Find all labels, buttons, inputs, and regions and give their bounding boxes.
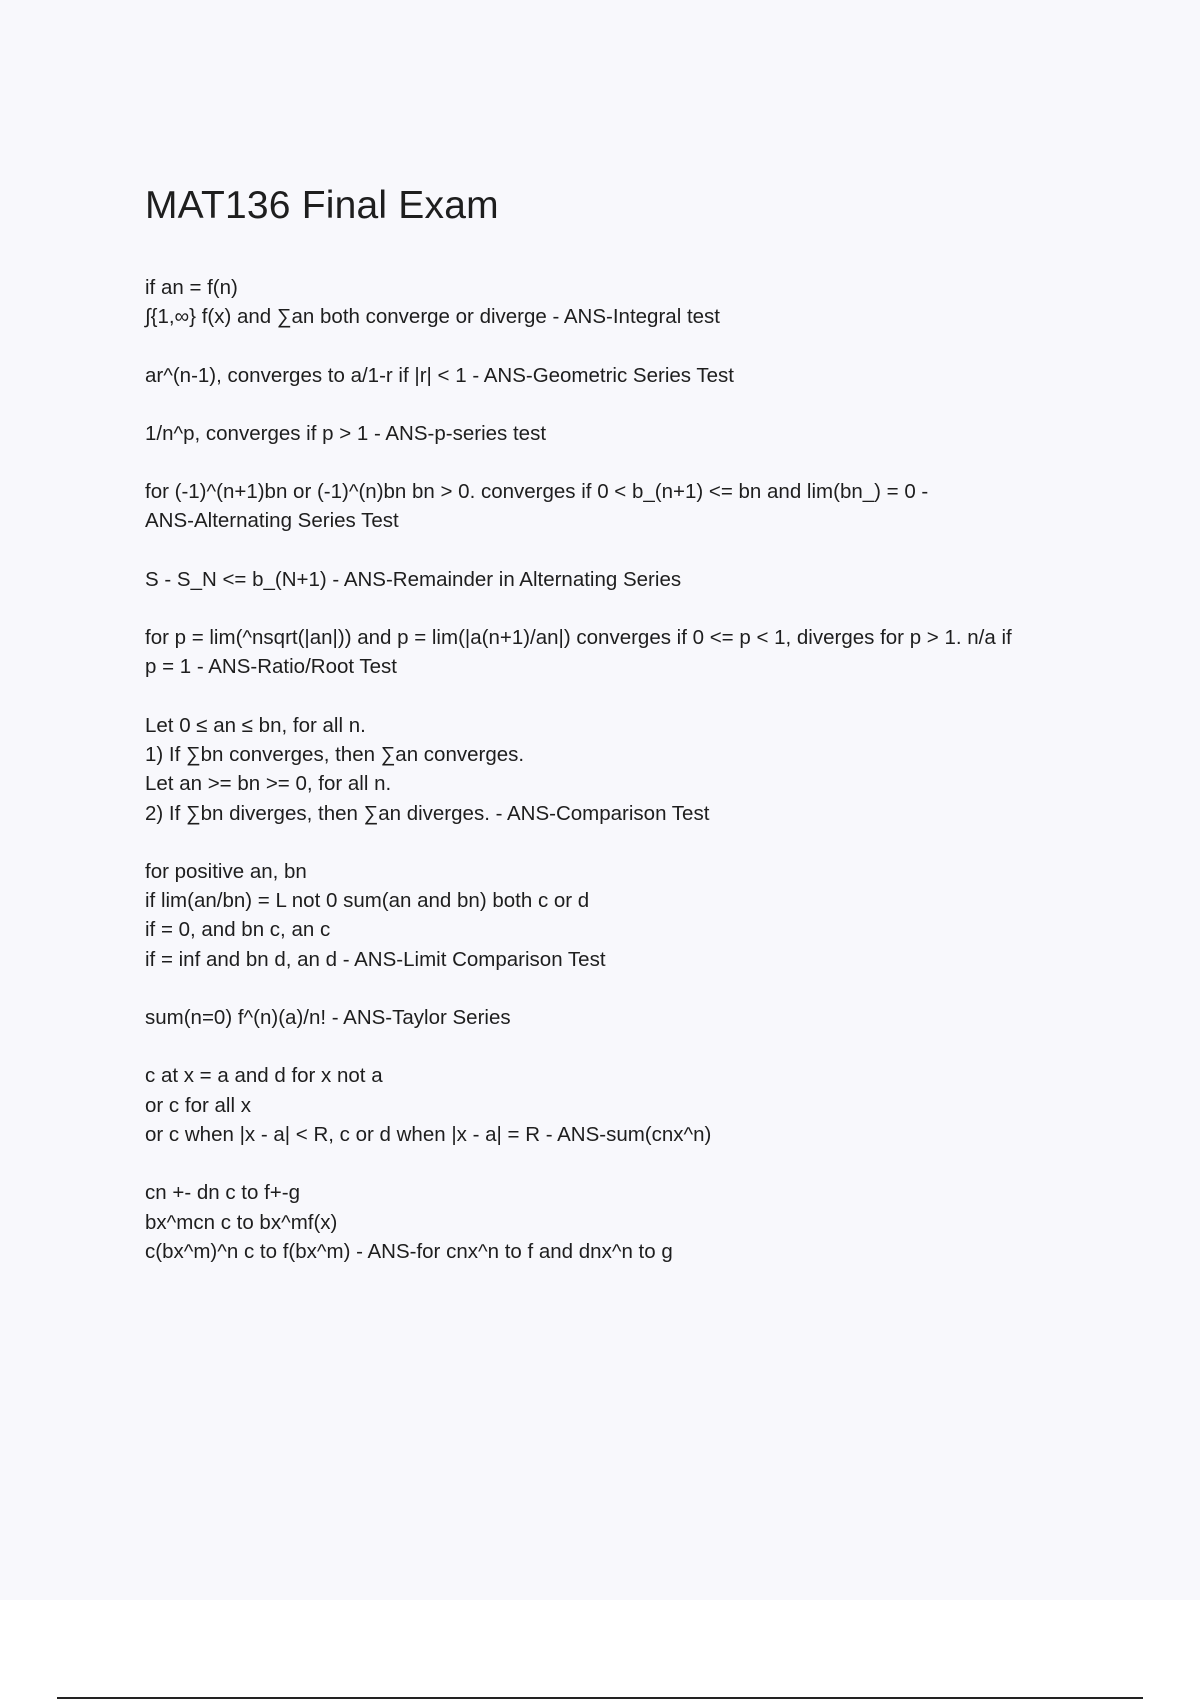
- entry-line: S - S_N <= b_(N+1) - ANS-Remainder in Alternating Series: [145, 567, 682, 591]
- flashcard-entry: [145, 419, 1095, 448]
- footer-rule: [57, 1697, 1143, 1699]
- entry-line: or c for all x: [145, 1093, 251, 1117]
- entry-line: bx^mcn c to bx^mf(x): [145, 1210, 338, 1234]
- entry-line: 1/n^p, converges if p > 1 - ANS-p-series test: [145, 421, 547, 445]
- entry-line: for (-1)^(n+1)bn or (-1)^(n)bn bn > 0. converges if 0 < b_(n+1) <= bn and lim(bn_) = 0 -: [145, 480, 929, 504]
- entry-line: 1) If ∑bn converges, then ∑an converges.: [145, 742, 525, 766]
- entry-line: for positive an, bn: [145, 859, 307, 883]
- entry-line: if an = f(n): [145, 276, 238, 299]
- entry-line: Let an >= bn >= 0, for all n.: [145, 772, 392, 796]
- entries-list: [145, 273, 1095, 1266]
- entry-line: ANS-Alternating Series Test: [145, 509, 399, 533]
- flashcard-entry: [145, 273, 1095, 332]
- entry-line: ∫{1,∞} f(x) and ∑an both converge or diverge - ANS-Integral test: [145, 305, 720, 329]
- flashcard-entry: [145, 565, 1095, 594]
- flashcard-entry: [145, 1003, 1095, 1032]
- flashcard-entry: [145, 857, 1095, 974]
- flashcard-entry: [145, 361, 1095, 390]
- entry-line: sum(n=0) f^(n)(a)/n! - ANS-Taylor Series: [145, 1006, 511, 1030]
- entry-line: if = inf and bn d, an d - ANS-Limit Comparison Test: [145, 947, 606, 971]
- flashcard-entry: [145, 477, 1095, 536]
- flashcard-entry: [145, 1178, 1095, 1266]
- entry-line: p = 1 - ANS-Ratio/Root Test: [145, 655, 398, 679]
- entry-line: Let 0 ≤ an ≤ bn, for all n.: [145, 713, 366, 737]
- document-title: MAT136 Final Exam: [145, 184, 499, 227]
- entry-line: 2) If ∑bn diverges, then ∑an diverges. - ANS-Comparison Test: [145, 801, 710, 825]
- entry-line: ar^(n-1), converges to a/1-r if |r| < 1 - ANS-Geometric Series Test: [145, 363, 734, 387]
- entry-line: if lim(an/bn) = L not 0 sum(an and bn) both c or d: [145, 889, 590, 913]
- document-content: [145, 182, 1095, 1295]
- entry-line: or c when |x - a| < R, c or d when |x - a| = R - ANS-sum(cnx^n): [145, 1122, 712, 1146]
- flashcard-entry: [145, 711, 1095, 828]
- entry-line: c(bx^m)^n c to f(bx^m) - ANS-for cnx^n to f and dnx^n to g: [145, 1239, 673, 1263]
- entry-line: for p = lim(^nsqrt(|an|)) and p = lim(|a(n+1)/an|) converges if 0 <= p < 1, diverges for p > 1. n/a if: [145, 626, 1012, 650]
- entry-line: c at x = a and d for x not a: [145, 1064, 383, 1088]
- flashcard-entry: [145, 623, 1095, 682]
- flashcard-entry: [145, 1061, 1095, 1149]
- entry-line: cn +- dn c to f+-g: [145, 1181, 300, 1205]
- entry-line: if = 0, and bn c, an c: [145, 918, 331, 942]
